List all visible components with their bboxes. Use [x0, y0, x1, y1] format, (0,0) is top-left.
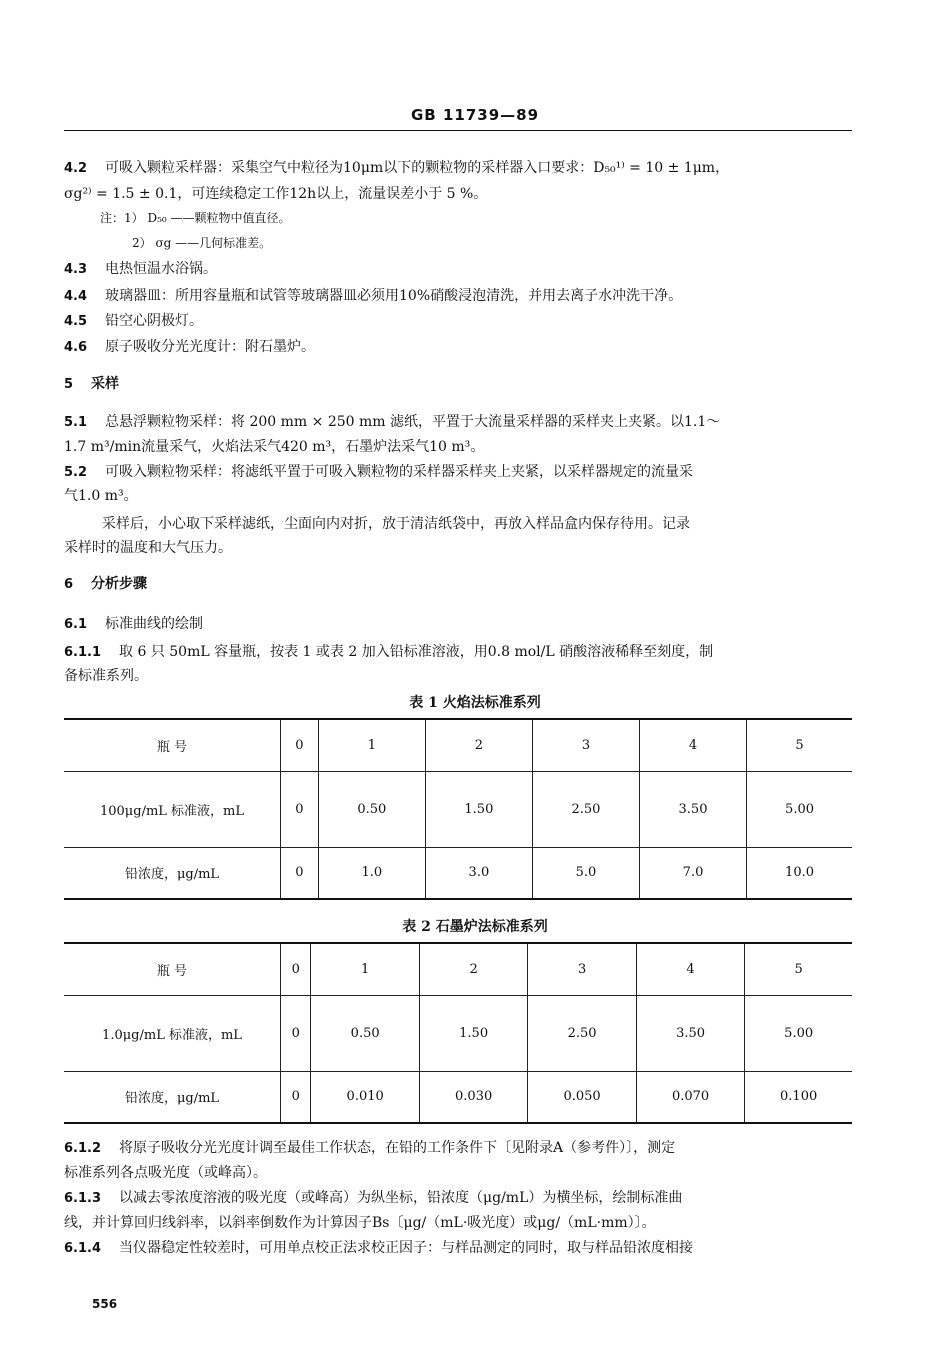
row-label: 100μg/mL 标准液，mL [64, 771, 281, 847]
table-cell: 0 [281, 995, 311, 1071]
clause-5-2-line1 [64, 462, 693, 483]
table-cell: 4 [636, 943, 744, 995]
table-cell: 2.50 [532, 771, 639, 847]
table-cell: 1.50 [425, 771, 532, 847]
clause-number: 6.1 [64, 617, 88, 632]
clause-text: 玻璃器皿：所用容量瓶和试管等玻璃器皿必须用10%硝酸浸泡清洗，并用去离子水冲洗干净。 [105, 288, 683, 304]
table-cell: 2 [425, 719, 532, 771]
clause-4-2-line2: σg²⁾ = 1.5 ± 0.1，可连续稳定工作12h以上，流量误差小于 5 %。 [64, 186, 488, 202]
table-cell: 3.50 [636, 995, 744, 1071]
table-cell: 3 [532, 719, 639, 771]
row-label: 瓶 号 [64, 719, 281, 771]
table-cell: 0 [281, 719, 319, 771]
clause-text: 电热恒温水浴锅。 [105, 261, 218, 277]
table-cell: 0.030 [419, 1071, 527, 1123]
clause-6-1-1-line2: 备标准系列。 [64, 668, 148, 684]
table-row [64, 719, 852, 771]
table-row [64, 995, 852, 1071]
table-row [64, 771, 852, 847]
table-cell: 3.0 [425, 847, 532, 899]
paragraph-after-sampling-line2: 采样时的温度和大气压力。 [64, 540, 232, 556]
clause-text: 以减去零浓度溶液的吸光度（或峰高）为纵坐标，铅浓度（μg/mL）为横坐标，绘制标准曲 [119, 1190, 683, 1206]
table-cell: 0 [281, 847, 319, 899]
note-1: 注：1） D₅₀ ——颗粒物中值直径。 [100, 211, 291, 225]
table-1-caption: 表 1 火焰法标准系列 [409, 695, 541, 711]
clause-6-1-3-line2: 线，并计算回归线斜率，以斜率倒数作为计算因子Bs〔μg/（mL·吸光度）或μg/（mL·mm）〕。 [64, 1215, 656, 1231]
row-label: 瓶 号 [64, 943, 281, 995]
clause-number: 4.2 [64, 161, 88, 176]
table-cell: 0 [281, 943, 311, 995]
clause-text: 可吸入颗粒采样器：采集空气中粒径为10μm以下的颗粒物的采样器入口要求：D₅₀¹⁾ = 10 ± 1μm， [105, 160, 730, 176]
table-cell: 0.010 [311, 1071, 419, 1123]
row-label: 1.0μg/mL 标准液，mL [64, 995, 281, 1071]
table-row [64, 1071, 852, 1123]
clause-number: 5.2 [64, 465, 88, 480]
table-row [64, 847, 852, 899]
clause-number: 6.1.1 [64, 645, 102, 660]
clause-number: 6.1.3 [64, 1191, 102, 1206]
standard-code: GB 11739—89 [410, 106, 540, 124]
section-6-heading [64, 574, 147, 595]
table-cell: 3.50 [639, 771, 746, 847]
section-title: 采样 [91, 376, 120, 392]
page-number: 556 [92, 1297, 118, 1311]
table-cell: 0.050 [528, 1071, 636, 1123]
header-divider [64, 130, 852, 131]
clause-text: 总悬浮颗粒物采样：将 200 mm × 250 mm 滤纸，平置于大流量采样器的采样夹上夹紧。以1.1～ [105, 414, 721, 430]
table-cell: 5 [745, 943, 852, 995]
table-cell: 5.00 [745, 995, 852, 1071]
clause-number: 6.1.4 [64, 1241, 102, 1256]
clause-number: 4.5 [64, 314, 88, 329]
row-label: 铅浓度，μg/mL [64, 1071, 281, 1123]
table-cell: 1 [311, 943, 419, 995]
clause-text: 当仪器稳定性较差时，可用单点校正法求校正因子：与样品测定的同时，取与样品铅浓度相接 [119, 1240, 694, 1256]
table-cell: 2 [419, 943, 527, 995]
table-cell: 7.0 [639, 847, 746, 899]
clause-6-1-1-line1 [64, 642, 713, 663]
clause-number: 4.3 [64, 262, 88, 277]
table-cell: 3 [528, 943, 636, 995]
clause-text: 将原子吸收分光光度计调至最佳工作状态，在铅的工作条件下〔见附录A（参考件）〕，测定 [119, 1140, 676, 1156]
table-2 [64, 942, 852, 1124]
clause-4-5 [64, 311, 203, 332]
clause-4-2-line1 [64, 158, 729, 179]
clause-text: 铅空心阴极灯。 [105, 313, 204, 329]
clause-text: 标准曲线的绘制 [105, 616, 204, 632]
table-cell: 0.50 [311, 995, 419, 1071]
paragraph-after-sampling-line1: 采样后，小心取下采样滤纸，尘面向内对折，放于清洁纸袋中，再放入样品盒内保存待用。记录 [102, 516, 690, 532]
section-number: 6 [64, 577, 74, 592]
clause-6-1-3-line1 [64, 1188, 682, 1209]
table-cell: 0 [281, 1071, 311, 1123]
table-cell: 10.0 [747, 847, 852, 899]
table-cell: 0.070 [636, 1071, 744, 1123]
clause-6-1-2-line1 [64, 1138, 675, 1159]
clause-6-1 [64, 614, 203, 635]
table-cell: 5.0 [532, 847, 639, 899]
table-cell: 0.50 [318, 771, 425, 847]
clause-5-1-line2: 1.7 m³/min流量采气，火焰法采气420 m³，石墨炉法采气10 m³。 [64, 439, 485, 455]
clause-4-6 [64, 337, 315, 358]
table-cell: 5 [747, 719, 852, 771]
table-cell: 1.0 [318, 847, 425, 899]
note-2: 2） σg ——几何标准差。 [132, 236, 272, 250]
clause-text: 取 6 只 50mL 容量瓶，按表 1 或表 2 加入铅标准溶液，用0.8 mol/L 硝酸溶液稀释至刻度，制 [119, 644, 714, 660]
clause-4-3 [64, 259, 217, 280]
table-1 [64, 718, 852, 900]
table-row [64, 943, 852, 995]
section-title: 分析步骤 [91, 576, 148, 592]
table-cell: 0 [281, 771, 319, 847]
clause-number: 4.6 [64, 340, 88, 355]
clause-6-1-4-line1 [64, 1238, 693, 1259]
clause-5-1-line1 [64, 412, 720, 433]
table-cell: 2.50 [528, 995, 636, 1071]
table-cell: 0.100 [745, 1071, 852, 1123]
section-5-heading [64, 374, 119, 395]
clause-text: 原子吸收分光光度计：附石墨炉。 [105, 339, 316, 355]
row-label: 铅浓度，μg/mL [64, 847, 281, 899]
table-cell: 1 [318, 719, 425, 771]
clause-6-1-2-line2: 标准系列各点吸光度（或峰高）。 [64, 1165, 267, 1181]
section-number: 5 [64, 377, 74, 392]
clause-text: 可吸入颗粒物采样：将滤纸平置于可吸入颗粒物的采样器采样夹上夹紧，以采样器规定的流量采 [105, 464, 694, 480]
table-cell: 4 [639, 719, 746, 771]
clause-5-2-line2: 气1.0 m³。 [64, 488, 138, 504]
table-2-caption: 表 2 石墨炉法标准系列 [402, 919, 548, 935]
table-cell: 5.00 [747, 771, 852, 847]
clause-number: 5.1 [64, 415, 88, 430]
table-cell: 1.50 [419, 995, 527, 1071]
clause-number: 4.4 [64, 289, 88, 304]
clause-4-4 [64, 286, 682, 307]
clause-number: 6.1.2 [64, 1141, 102, 1156]
